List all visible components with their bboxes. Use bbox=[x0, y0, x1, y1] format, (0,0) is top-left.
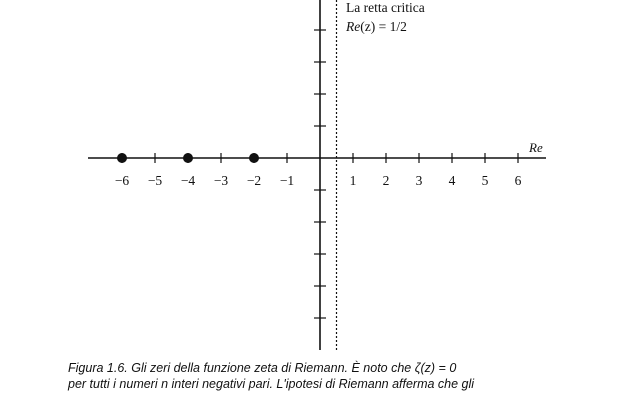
caption-line-1: Figura 1.6. Gli zeri della funzione zeta di Riemann. È noto che ζ(z) = 0 bbox=[68, 361, 457, 375]
x-tick-label: −4 bbox=[180, 173, 196, 188]
caption-line-2: per tutti i numeri n interi negativi pari. L'ipotesi di Riemann afferma che gli bbox=[68, 377, 475, 391]
zero-point bbox=[183, 153, 193, 163]
x-tick-label: 3 bbox=[415, 173, 423, 188]
figure-caption bbox=[68, 360, 598, 392]
x-tick-label: −1 bbox=[279, 173, 295, 188]
x-tick-label: 5 bbox=[481, 173, 489, 188]
tick-labels bbox=[115, 173, 522, 188]
zero-point bbox=[249, 153, 259, 163]
critical-line-formula: Re(z) = 1/2 bbox=[346, 19, 407, 34]
x-tick-label: 4 bbox=[448, 173, 456, 188]
real-axis-label: Re bbox=[529, 140, 543, 155]
x-tick-label: 6 bbox=[514, 173, 522, 188]
x-tick-label: 2 bbox=[382, 173, 390, 188]
x-tick-label: −2 bbox=[246, 173, 262, 188]
x-tick-label: −6 bbox=[114, 173, 130, 188]
x-tick-label: −3 bbox=[213, 173, 229, 188]
x-tick-label: 1 bbox=[349, 173, 357, 188]
critical-line-title: La retta critica bbox=[346, 0, 425, 15]
x-tick-label: −5 bbox=[147, 173, 163, 188]
zero-point bbox=[117, 153, 127, 163]
